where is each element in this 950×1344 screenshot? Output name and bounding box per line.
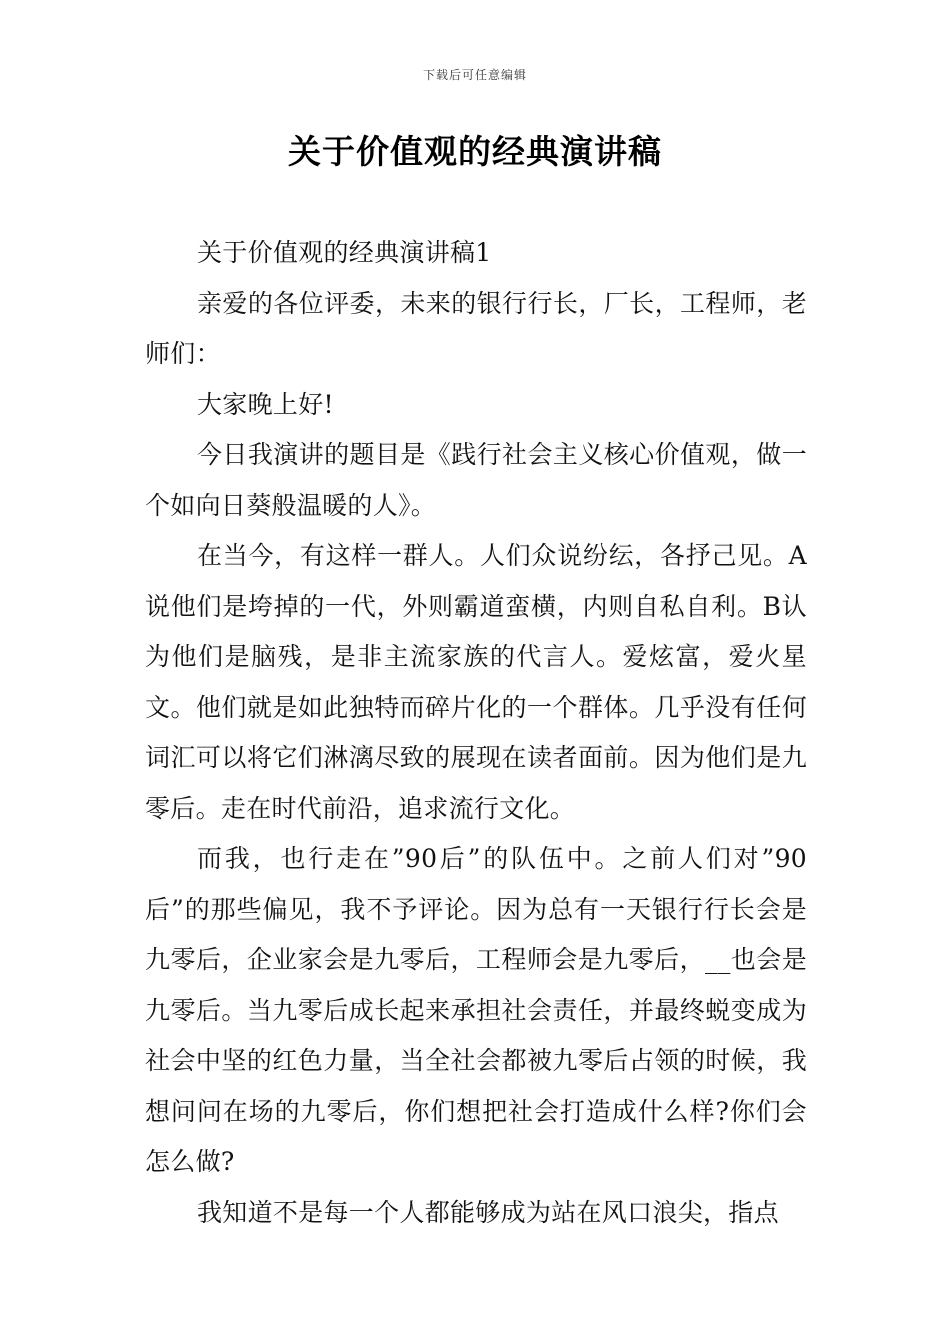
paragraph-90s: 而我，也行走在”90后”的队伍中。之前人们对”90后”的那些偏见，我不予评论。因为总有一天银行行长会是九零后，企业家会是九零后，工程师会是九零后，__也会是九零后。当九零后成长起来承担社会责任，并最终蜕变成为社会中坚的红色力量，当全社会都被九零后占领的时候，我想问问在场的九零后，你们想把社会打造成什么样?你们会怎么做? [145,844,807,1176]
paragraph-greeting: 亲爱的各位评委，未来的银行行长，厂长，工程师，老师们： [145,288,807,368]
paragraph-topic: 今日我演讲的题目是《践行社会主义核心价值观，做一个如向日葵般温暖的人》。 [145,440,807,520]
paragraph-description: 在当今，有这样一群人。人们众说纷纭，各抒己见。A说他们是垮掉的一代，外则霸道蛮横，内则自私自利。B认为他们是脑残，是非主流家族的代言人。爱炫富，爱火星文。他们就是如此独特而碎片化的一个群体。几乎没有任何词汇可以将它们淋漓尽致的展现在读者面前。因为他们是九零后。走在时代前沿，追求流行文化。 [145,541,807,823]
paragraph-good-evening: 大家晚上好! [197,389,334,419]
paragraph-subtitle: 关于价值观的经典演讲稿1 [197,238,492,267]
header-note: 下载后可任意编辑 [422,68,527,82]
document-body [145,228,807,1238]
document-title: 关于价值观的经典演讲稿 [288,132,662,171]
paragraph-closing: 我知道不是每一个人都能够成为站在风口浪尖，指点 [197,1197,779,1227]
